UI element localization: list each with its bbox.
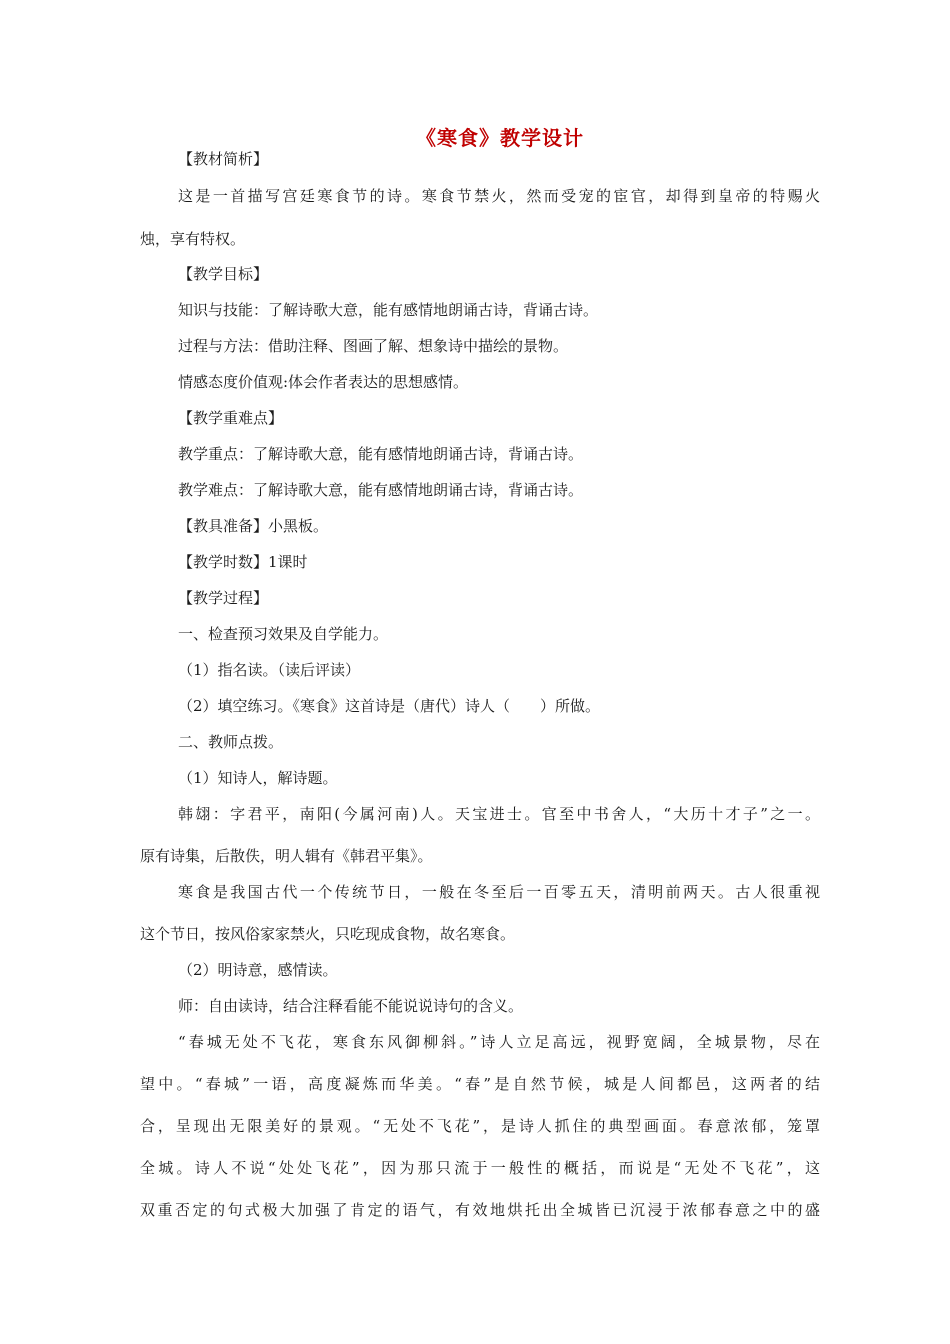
paragraph-line: （2）明诗意，感情读。: [178, 961, 338, 979]
paragraph-line: （1）知诗人，解诗题。: [178, 769, 338, 787]
section-heading-teaching-aids: 【教具准备】小黑板。: [178, 517, 329, 535]
paragraph-line: 情感态度价值观:体会作者表达的思想感情。: [178, 373, 469, 391]
section-heading-teaching-goals: 【教学目标】: [178, 265, 269, 283]
paragraph-line: 韩翃：字君平，南阳(今属河南)人。天宝进士。官至中书舍人，“大历十才子”之一。: [178, 805, 820, 823]
paragraph-line: 师：自由读诗，结合注释看能不能说说诗句的含义。: [178, 997, 524, 1015]
paragraph-line: 一、检查预习效果及自学能力。: [178, 625, 389, 643]
paragraph-line: 过程与方法：借助注释、图画了解、想象诗中描绘的景物。: [178, 337, 569, 355]
paragraph-line: 望中。“春城”一语，高度凝炼而华美。“春”是自然节候，城是人间都邑，这两者的结: [140, 1075, 820, 1093]
paragraph-line: 合，呈现出无限美好的景观。“无处不飞花”，是诗人抓住的典型画面。春意浓郁，笼罩: [140, 1117, 820, 1135]
paragraph-line: 二、教师点拨。: [178, 733, 284, 751]
paragraph-line: 这个节日，按风俗家家禁火，只吃现成食物，故名寒食。: [140, 925, 516, 943]
paragraph-line: 烛，享有特权。: [140, 230, 246, 248]
section-heading-textbook-analysis: 【教材简析】: [178, 150, 269, 168]
paragraph-line: （1）指名读。（读后评读）: [178, 661, 361, 679]
section-heading-key-points: 【教学重难点】: [178, 409, 284, 427]
section-heading-class-hours: 【教学时数】1课时: [178, 553, 308, 571]
document-title: 《寒食》教学设计: [416, 126, 584, 150]
paragraph-line: 这是一首描写宫廷寒食节的诗。寒食节禁火，然而受宠的宦官，却得到皇帝的特赐火: [178, 187, 820, 205]
paragraph-line: “春城无处不飞花，寒食东风御柳斜。”诗人立足高远，视野宽阔，全城景物，尽在: [178, 1033, 820, 1051]
paragraph-line: 寒食是我国古代一个传统节日，一般在冬至后一百零五天，清明前两天。古人很重视: [178, 883, 820, 901]
paragraph-line: 知识与技能：了解诗歌大意，能有感情地朗诵古诗，背诵古诗。: [178, 301, 599, 319]
paragraph-line: 原有诗集，后散佚，明人辑有《韩君平集》。: [140, 847, 433, 865]
paragraph-line: 教学重点：了解诗歌大意，能有感情地朗诵古诗，背诵古诗。: [178, 445, 584, 463]
paragraph-line: 双重否定的句式极大加强了肯定的语气，有效地烘托出全城皆已沉浸于浓郁春意之中的盛: [140, 1201, 820, 1219]
paragraph-line: （2）填空练习。《寒食》这首诗是（唐代）诗人（ ）所做。: [178, 697, 601, 715]
section-heading-teaching-process: 【教学过程】: [178, 589, 269, 607]
paragraph-line: 全城。诗人不说“处处飞花”，因为那只流于一般性的概括，而说是“无处不飞花”，这: [140, 1159, 820, 1177]
paragraph-line: 教学难点：了解诗歌大意，能有感情地朗诵古诗，背诵古诗。: [178, 481, 584, 499]
